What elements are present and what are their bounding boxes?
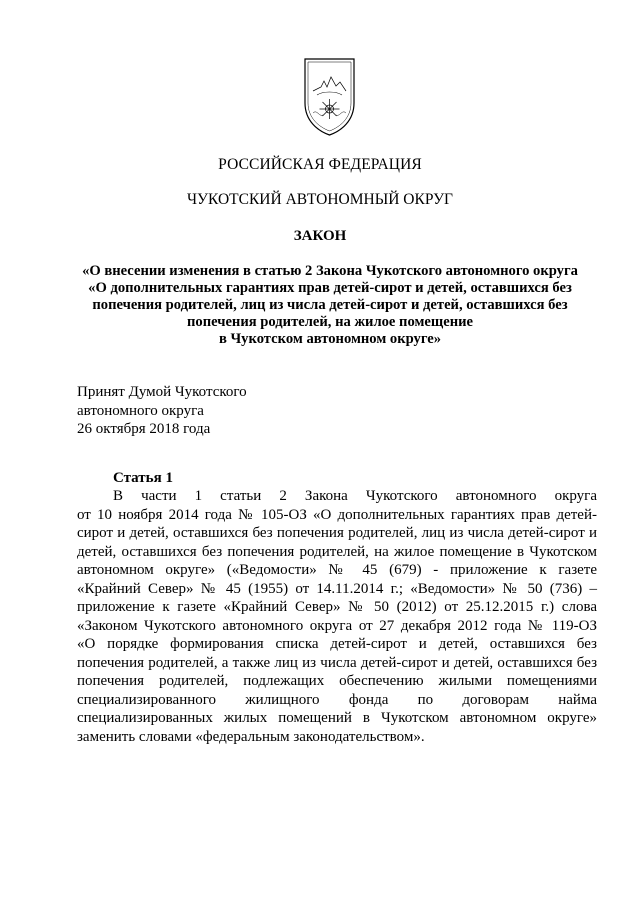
article-line: приложение к газете «Крайний Север» № 50 (2012) от 25.12.2015 г.) слова [77, 599, 597, 615]
article-line: попечения родителей, подлежащих обеспечению жилыми помещениями [77, 673, 597, 689]
article-line: «Законом Чукотского автономного округа от 27 декабря 2012 года № 119-ОЗ [77, 617, 597, 634]
article-line: детей, оставшихся без попечения родителей, на жилое помещение в Чукотском [77, 543, 597, 560]
chukotka-coat-of-arms-icon [303, 57, 356, 137]
article-line: В части 1 статьи 2 Закона Чукотского автономного округа [113, 488, 597, 504]
law-title-line: попечения родителей, на жилое помещение [187, 314, 473, 330]
law-title-line: попечения родителей, лиц из числа детей-сирот и детей, оставшихся без [92, 297, 568, 313]
law-title [70, 263, 590, 348]
article-line: заменить словами «федеральным законодательством». [77, 728, 425, 745]
law-title-line: «О дополнительных гарантиях прав детей-сирот и детей, оставшихся без [88, 280, 572, 296]
law-title-line: «О внесении изменения в статью 2 Закона Чукотского автономного округа [82, 263, 578, 279]
region-heading: ЧУКОТСКИЙ АВТОНОМНЫЙ ОКРУГ [186, 191, 454, 208]
article-line: попечения родителей, а также лиц из числа детей-сирот и детей, оставшихся без [77, 654, 597, 671]
adoption-line: Принят Думой Чукотского [77, 384, 247, 400]
article-line: «О порядке формирования списка детей-сирот и детей, оставшихся без [77, 636, 597, 652]
article-line: от 10 ноября 2014 года № 105-ОЗ «О дополнительных гарантиях прав детей- [77, 506, 597, 523]
adoption-info [77, 383, 247, 439]
document-type-heading: ЗАКОН [293, 228, 347, 244]
article-line: сирот и детей, оставшихся без попечения родителей, лиц из числа детей-сирот и [77, 525, 597, 541]
article-line: специализированных жилых помещений в Чукотском автономном округе» [77, 710, 597, 726]
article-line: специализированного жилищного фонда по договорам найма [77, 691, 597, 708]
law-title-line: в Чукотском автономном округе» [218, 331, 442, 347]
article-line: автономном округе» («Ведомости» № 45 (679) - приложение к газете [77, 562, 597, 578]
adoption-line: автономного округа [77, 402, 204, 419]
adoption-date: 26 октября 2018 года [77, 421, 211, 437]
article-line: «Крайний Север» № 45 (1955) от 14.11.2014 г.; «Ведомости» № 50 (736) – [77, 580, 597, 597]
article-body [77, 487, 597, 746]
country-heading: РОССИЙСКАЯ ФЕДЕРАЦИЯ [218, 156, 422, 173]
article-heading: Статья 1 [113, 470, 173, 486]
